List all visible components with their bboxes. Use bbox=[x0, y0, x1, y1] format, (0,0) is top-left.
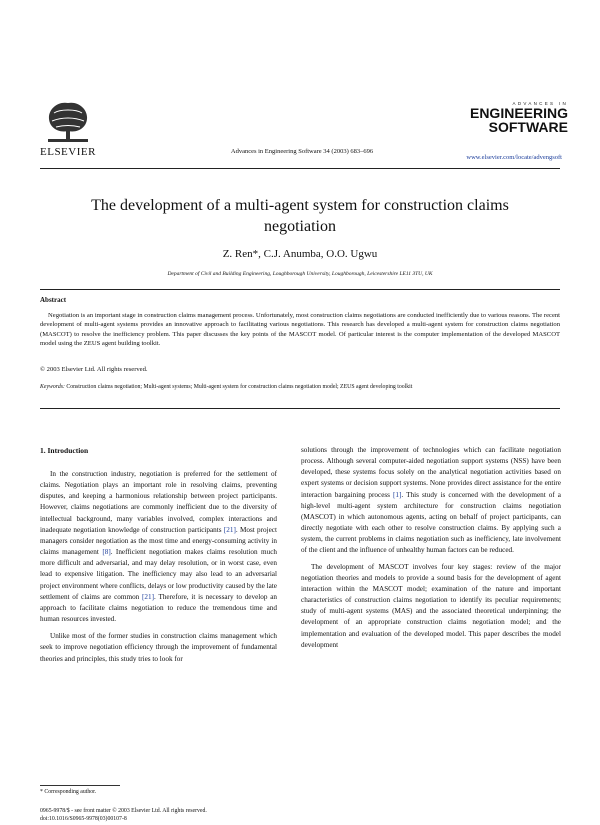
paragraph: In the construction industry, negotiation is preferred for the settlement of claims. Negotiation plays an important role in resolving claims, preventing disputes, and keeping a harmonious relationship between project participants. However, claims negotiations are commonly inefficient due to the diversity of intellectual background, many variables involved, complex interactions and inadequate negotiation knowledge of construction participants [21]. Most project managers consider negotiation as the most time and energy-consuming activity in claims management [8]. Inefficient negotiation makes claims resolution much more difficult and adversarial, and may delay resolution, or in worst case, even lead to expensive litigation. The inefficiency may also lead to an adversarial project environment where conflicts, delays or low productivity caused by the late settlement of claims are common [21]. Therefore, it is necessary to develop an approach to facilitate claims negotiation to reduce the tremendous time and human resources invested. bbox=[40, 470, 277, 624]
journal-logo-line3: SOFTWARE bbox=[488, 119, 568, 135]
author-affiliation: Department of Civil and Building Engineering, Loughborough University, Loughborough, Leicestershire LE11 3TU, UK bbox=[167, 271, 433, 277]
publisher-logo-text: ELSEVIER bbox=[40, 146, 96, 158]
keywords-label: Keywords: bbox=[40, 384, 65, 390]
keywords-list: Construction claims negotiation; Multi-agent systems; Multi-agent system for construction claims negotiation model; ZEUS agent developing toolkit bbox=[66, 384, 413, 390]
front-matter-text: 0965-9978/$ - see front matter © 2003 Elsevier Ltd. All rights reserved. bbox=[40, 808, 207, 814]
abstract-copyright: © 2003 Elsevier Ltd. All rights reserved. bbox=[40, 366, 148, 373]
footnote-divider bbox=[40, 785, 120, 786]
section-heading: 1. Introduction bbox=[40, 446, 89, 455]
paragraph: solutions through the improvement of technologies which can facilitate negotiation process. Although several computer-aided negotiation support systems (NSS) have been developed, these systems focus solely on the analytical negotiation activities based on expert systems or decision support systems. None provides direct assistance for the entire interaction bargaining process [1]. This study is concerned with the development of a high-level multi-agent system architecture for construction claims negotiation (MASCOT) in which autonomous agents, acting on behalf of project participants, can directly negotiate with each other to resolve construction claims. By applying such a system, the current problems in claims negotiation such as inefficiency, late involvement of the client and the influence of unhealthy human factors can be reduced. bbox=[301, 446, 561, 555]
citation-link[interactable]: [1] bbox=[393, 490, 402, 499]
front-matter bbox=[40, 807, 207, 823]
journal-logo-line2: ENGINEERING bbox=[469, 105, 568, 121]
citation-link[interactable]: [21] bbox=[223, 525, 236, 534]
citation-link[interactable]: [21] bbox=[142, 592, 155, 601]
paragraph: Unlike most of the former studies in construction claims management which seek to improve negotiation efficiency through the improvement of fundamental theories and principles, this study tries to look for bbox=[40, 632, 277, 663]
keywords bbox=[40, 383, 560, 392]
column-left bbox=[40, 469, 277, 665]
doi: doi:10.1016/S0965-9978(03)00107-8 bbox=[40, 816, 127, 822]
journal-reference: Advances in Engineering Software 34 (2003) 683–696 bbox=[230, 148, 374, 155]
abstract-heading: Abstract bbox=[40, 296, 67, 304]
header-divider bbox=[40, 168, 560, 169]
abstract-top-divider bbox=[40, 289, 560, 290]
journal-logo bbox=[468, 101, 568, 134]
journal-logo-line1: ADVANCES IN bbox=[512, 101, 568, 106]
abstract-body: Negotiation is an important stage in construction claims management process. Unfortunately, most construction claims negotiations are conducted inefficiently due to various reasons. The recent development of multi-agent systems provides an innovative approach to facilitating various negotiations. This research has developed a multi-agent system for construction claims negotiation (MASCOT) to resolve the inefficiency problem. This paper discusses the key points of the MASCOT model. Of particular interest is the computer implementation of the developed MASCOT model using the ZEUS agent building toolkit. bbox=[40, 312, 560, 347]
article-authors: Z. Ren*, C.J. Anumba, O.O. Ugwu bbox=[222, 248, 378, 260]
column-right bbox=[301, 445, 561, 651]
journal-url-link[interactable]: www.elsevier.com/locate/advengsoft bbox=[466, 154, 562, 161]
footnote: * Corresponding author. bbox=[40, 789, 97, 795]
paragraph: The development of MASCOT involves four key stages: review of the major negotiation theories and models to provide a sound basis for the development of agent interaction within the MASCOT model; examination of the nature and important characteristics of construction claims negotiation to identify its peculiar requirements; study of multi-agent systems (MAS) and the associated theoretical underpinning; the development of an appropriate construction claims negotiation model; and the implementation and evaluation of the developed model. This paper describes the model development bbox=[301, 562, 561, 649]
abstract-bottom-divider bbox=[40, 408, 560, 409]
citation-link[interactable]: [8] bbox=[102, 548, 111, 557]
article-title: The development of a multi-agent system for construction claims negotiation bbox=[91, 197, 509, 235]
